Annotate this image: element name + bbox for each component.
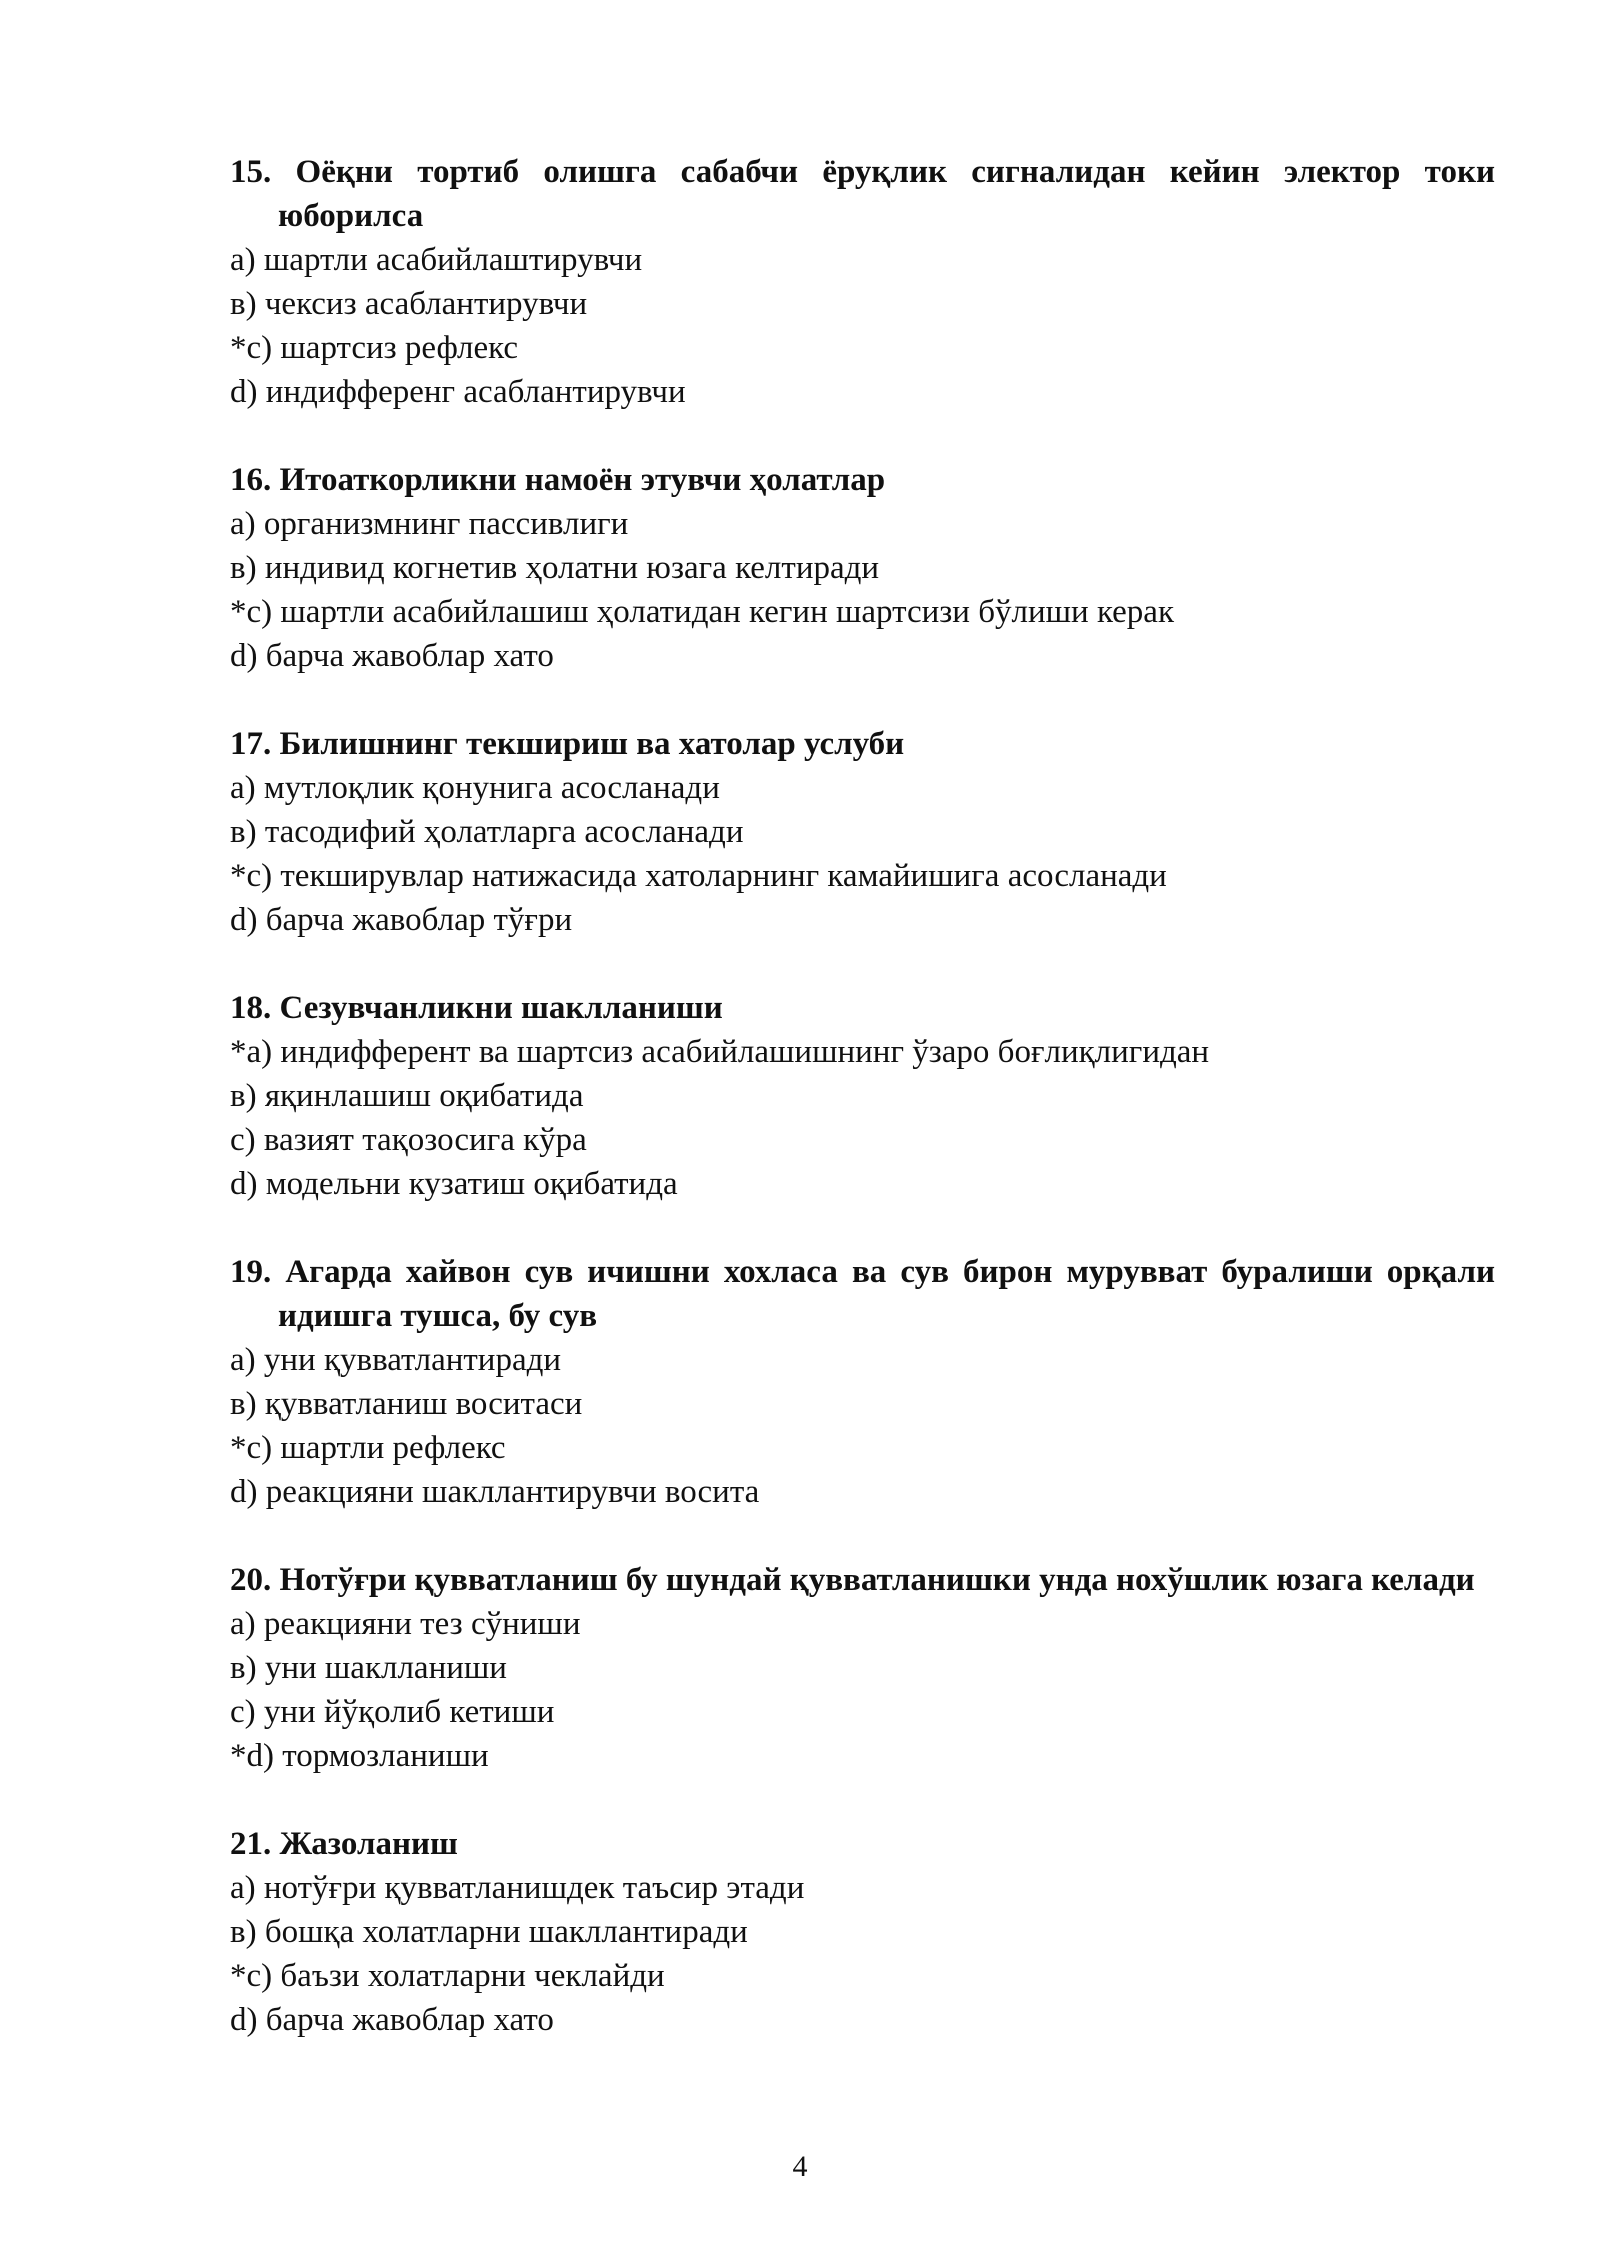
answer-option: d) модельни кузатиш оқибатида: [230, 1166, 678, 1202]
answer-option: d) барча жавоблар хато: [230, 638, 554, 674]
page-number: 4: [792, 2150, 808, 2183]
answer-option: d) барча жавоблар хато: [230, 2002, 554, 2038]
answer-option: a) организмнинг пассивлиги: [230, 506, 629, 542]
answer-option: a) реакцияни тез сўниши: [230, 1606, 581, 1642]
question-title: 19. Агарда хайвон сув ичишни хохласа ва сув бирон мурувват буралиши орқали идишга тушса, бу сув: [230, 1254, 1495, 1334]
question-title: 17. Билишнинг текшириш ва хатолар услуби: [230, 726, 905, 762]
question-title: 20. Нотўғри қувватланиш бу шундай қувватланишки унда нохўшлик юзага келади: [230, 1562, 1475, 1598]
answer-option: в) яқинлашиш оқибатида: [230, 1078, 584, 1114]
question-19: [230, 1250, 1495, 1514]
answer-option: в) тасодифий ҳолатларга асосланади: [230, 814, 744, 850]
answer-option: c) уни йўқолиб кетиши: [230, 1694, 555, 1730]
question-21: [230, 1822, 1495, 2042]
question-16: [230, 458, 1495, 678]
question-title: 21. Жазоланиш: [230, 1826, 458, 1862]
question-18: [230, 986, 1495, 1206]
answer-option: *c) баъзи холатларни чеклайди: [230, 1958, 665, 1994]
answer-option: *a) индифферент ва шартсиз асабийлашишнинг ўзаро боғлиқлигидан: [230, 1034, 1210, 1070]
question-17: [230, 722, 1495, 942]
answer-option: в) чексиз асаблантирувчи: [230, 286, 588, 322]
question-15: [230, 150, 1495, 414]
answer-option: a) мутлоқлик қонунига асосланади: [230, 770, 720, 806]
answer-option: в) индивид когнетив ҳолатни юзага келтиради: [230, 550, 880, 586]
question-title: 18. Сезувчанликни шаклланиши: [230, 990, 723, 1026]
answer-option: *d) тормозланиши: [230, 1738, 489, 1774]
answer-option: a) нотўғри қувватланишдек таъсир этади: [230, 1870, 805, 1906]
answer-option: *c) шартсиз рефлекс: [230, 330, 519, 366]
answer-option: d) индифференг асаблантирувчи: [230, 374, 686, 410]
question-list: [230, 150, 1495, 2086]
answer-option: в) уни шаклланиши: [230, 1650, 507, 1686]
answer-option: *c) шартли асабийлашиш ҳолатидан кегин шартсизи бўлиши керак: [230, 594, 1174, 630]
question-20: [230, 1558, 1495, 1778]
answer-option: d) реакцияни шакллантирувчи восита: [230, 1474, 760, 1510]
answer-option: a) уни қувватлантиради: [230, 1342, 562, 1378]
answer-option: в) бошқа холатларни шакллантиради: [230, 1914, 748, 1950]
answer-option: c) вазият тақозосига кўра: [230, 1122, 587, 1158]
answer-option: в) қувватланиш воситаси: [230, 1386, 583, 1422]
answer-option: *c) шартли рефлекс: [230, 1430, 506, 1466]
question-title: 16. Итоаткорликни намоён этувчи ҳолатлар: [230, 462, 886, 498]
answer-option: d) барча жавоблар тўғри: [230, 902, 573, 938]
answer-option: a) шартли асабийлаштирувчи: [230, 242, 643, 278]
answer-option: *c) текширувлар натижасида хатоларнинг камайишига асосланади: [230, 858, 1167, 894]
question-title: 15. Оёқни тортиб олишга сабабчи ёруқлик сигналидан кейин электор токи юборилса: [230, 154, 1495, 234]
